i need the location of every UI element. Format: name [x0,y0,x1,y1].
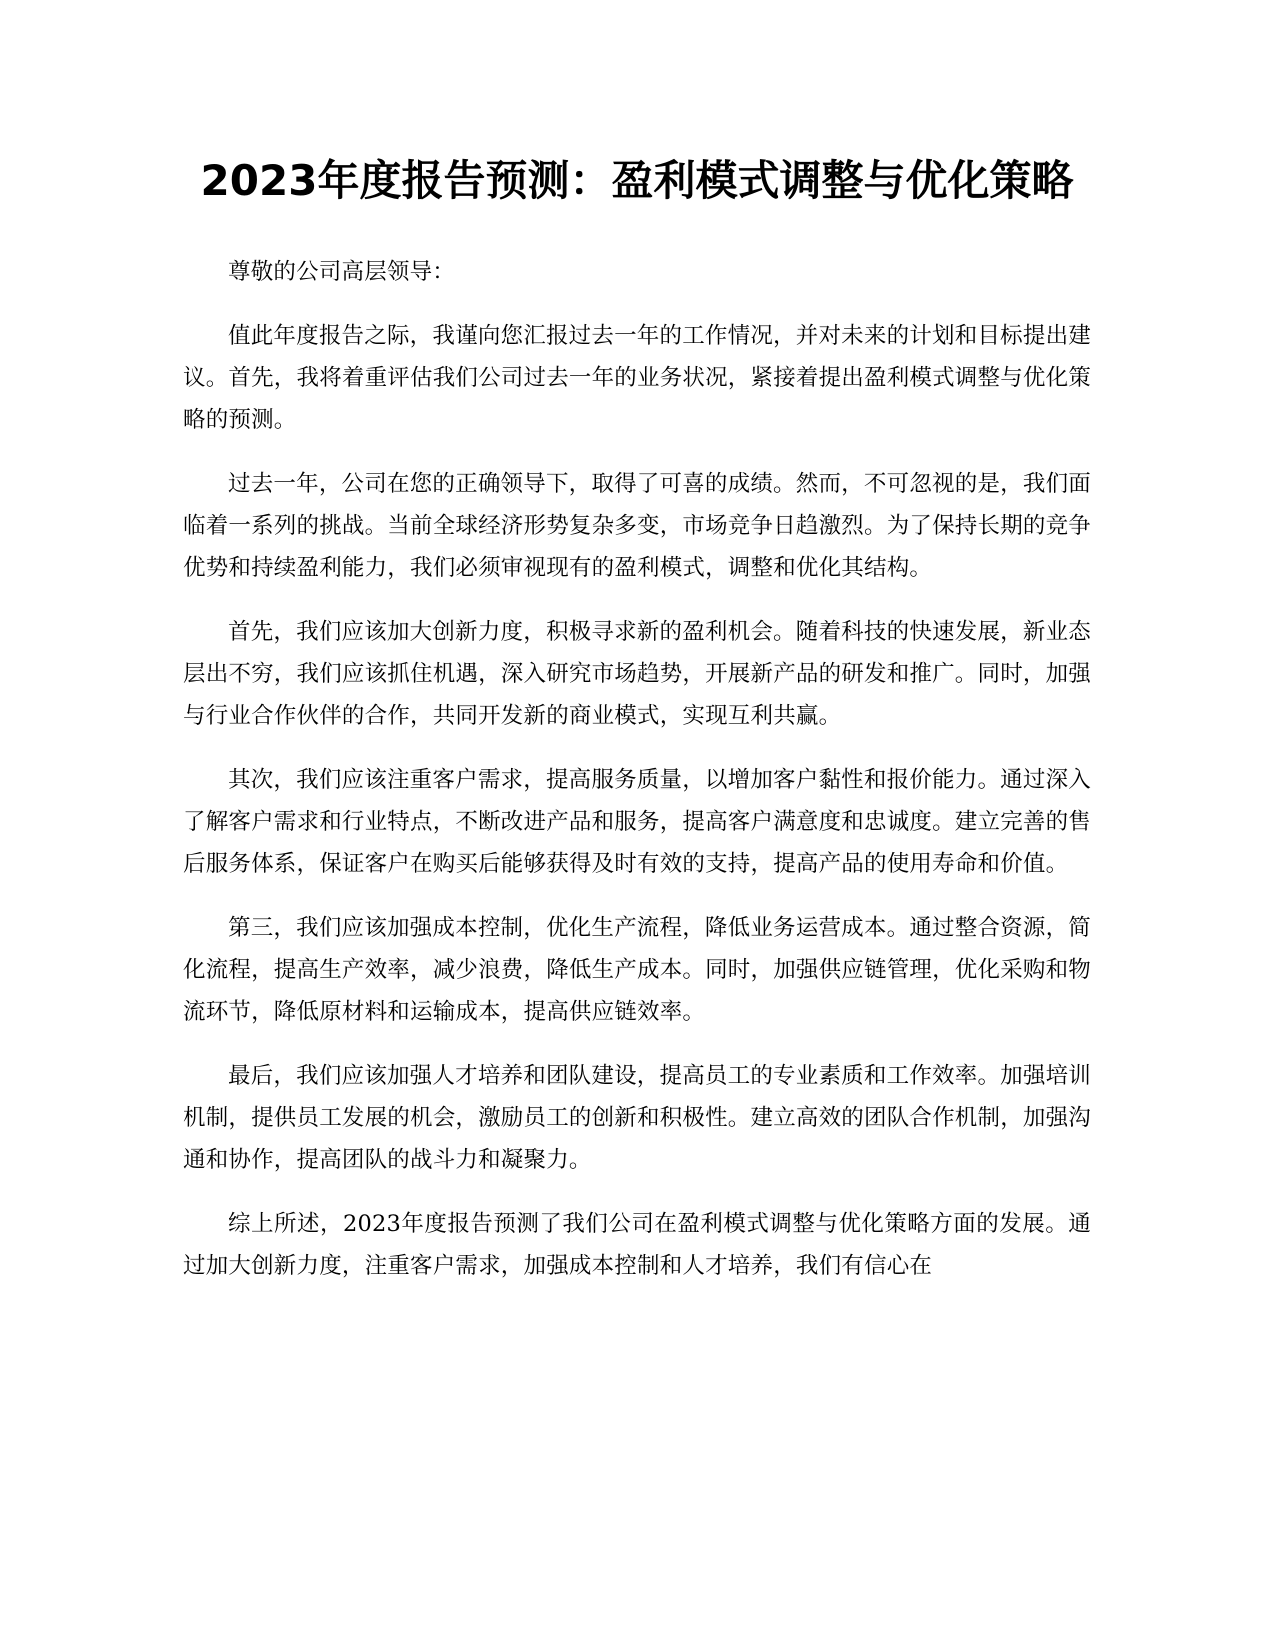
body-paragraph: 第三，我们应该加强成本控制，优化生产流程，降低业务运营成本。通过整合资源，简化流程，提高生产效率，减少浪费，降低生产成本。同时，加强供应链管理，优化采购和物流环节，降低原材料和运输成本，提高供应链效率。 [183,915,1092,1025]
body-paragraph: 过去一年，公司在您的正确领导下，取得了可喜的成绩。然而，不可忽视的是，我们面临着一系列的挑战。当前全球经济形势复杂多变，市场竞争日趋激烈。为了保持长期的竞争优势和持续盈利能力，我们必须审视现有的盈利模式，调整和优化其结构。 [183,471,1092,581]
body-paragraph: 综上所述，2023年度报告预测了我们公司在盈利模式调整与优化策略方面的发展。通过加大创新力度，注重客户需求，加强成本控制和人才培养，我们有信心在 [183,1211,1091,1279]
body-paragraph: 首先，我们应该加大创新力度，积极寻求新的盈利机会。随着科技的快速发展，新业态层出不穷，我们应该抓住机遇，深入研究市场趋势，开展新产品的研发和推广。同时，加强与行业合作伙伴的合作，共同开发新的商业模式，实现互利共赢。 [183,619,1092,729]
document-title: 2023年度报告预测：盈利模式调整与优化策略 [200,156,1074,205]
body-paragraph: 值此年度报告之际，我谨向您汇报过去一年的工作情况，并对未来的计划和目标提出建议。首先，我将着重评估我们公司过去一年的业务状况，紧接着提出盈利模式调整与优化策略的预测。 [183,323,1092,433]
salutation-paragraph: 尊敬的公司高层领导： [228,259,456,285]
body-paragraph: 最后，我们应该加强人才培养和团队建设，提高员工的专业素质和工作效率。加强培训机制，提供员工发展的机会，激励员工的创新和积极性。建立高效的团队合作机制，加强沟通和协作，提高团队的战斗力和凝聚力。 [183,1063,1092,1173]
document-body [183,146,1091,1309]
body-paragraph: 其次，我们应该注重客户需求，提高服务质量，以增加客户黏性和报价能力。通过深入了解客户需求和行业特点，不断改进产品和服务，提高客户满意度和忠诚度。建立完善的售后服务体系，保证客户在购买后能够获得及时有效的支持，提高产品的使用寿命和价值。 [183,767,1092,877]
